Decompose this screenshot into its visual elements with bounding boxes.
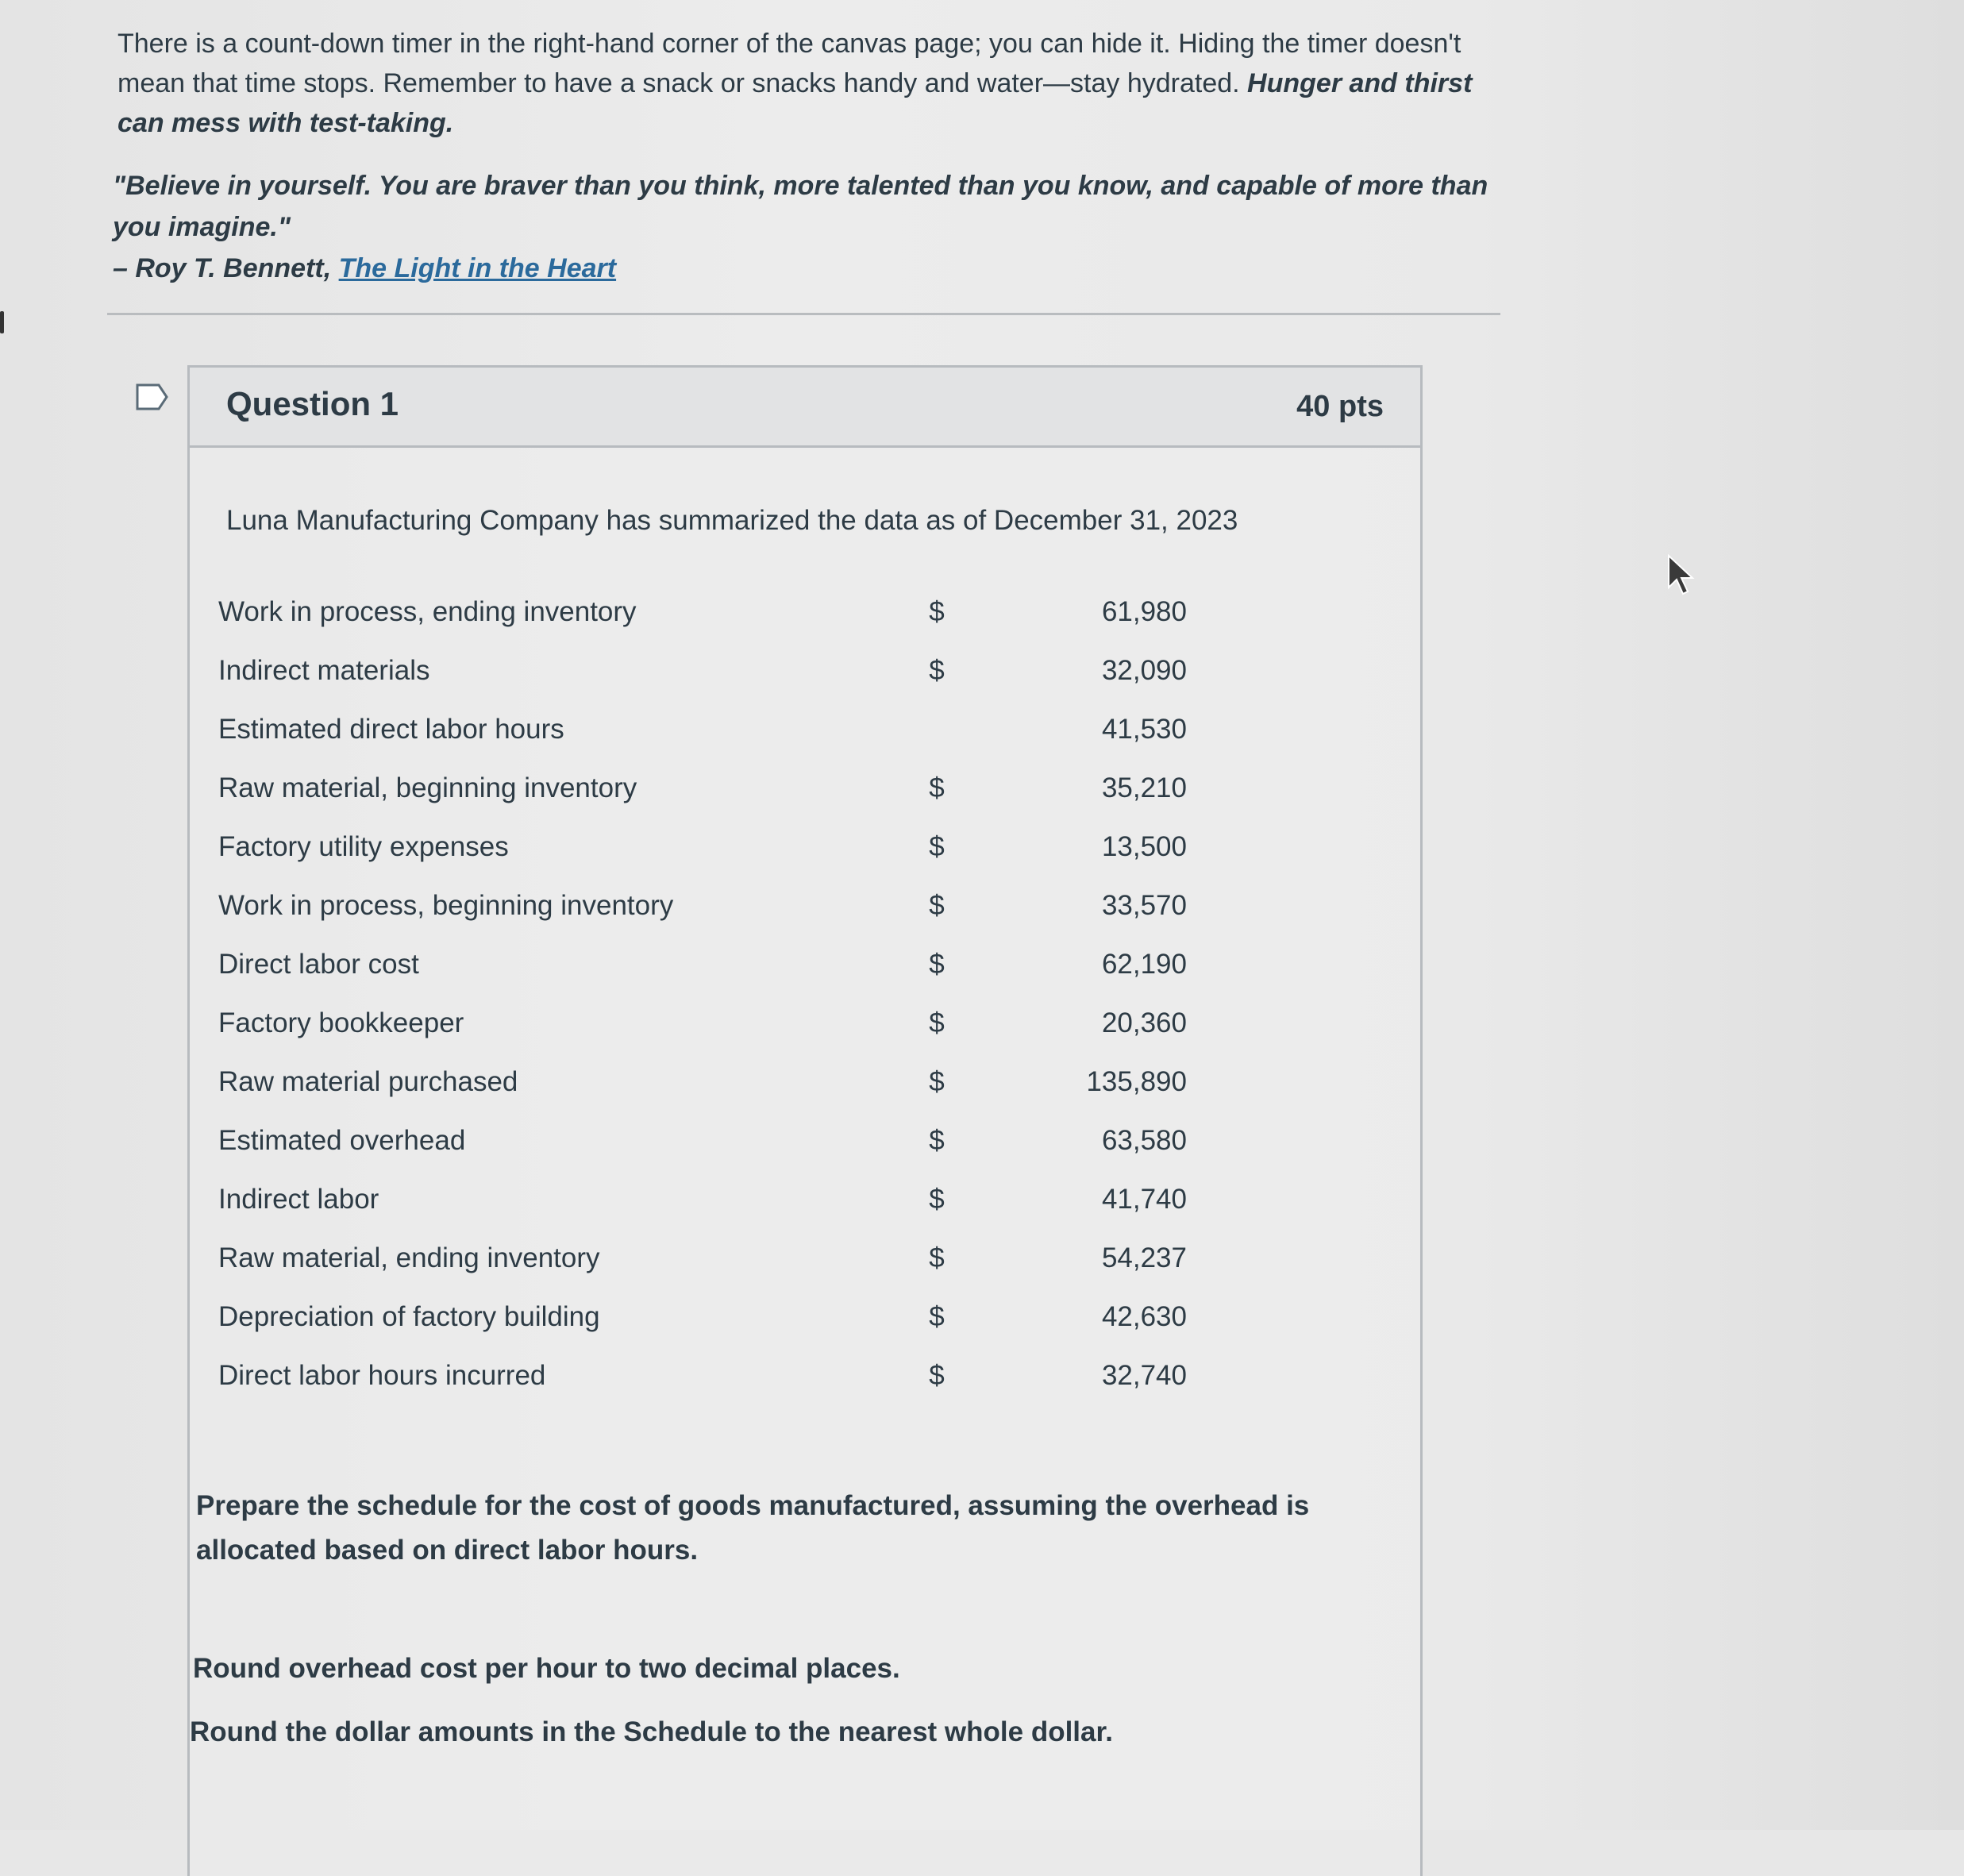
row-currency: $: [929, 1125, 945, 1156]
row-value: 135,890: [1086, 1066, 1187, 1097]
question-instruction: [196, 1484, 1347, 1573]
question-header: [190, 368, 1420, 448]
row-currency: $: [929, 655, 945, 686]
table-row: [218, 1174, 1187, 1233]
table-row: [218, 939, 1187, 998]
instructions-paragraph: [117, 24, 1507, 143]
data-table: [218, 587, 1187, 1409]
row-label: Work in process, beginning inventory: [218, 890, 674, 921]
instructions-emphasis: Hunger and thirst can mess with test-taking.: [117, 68, 1473, 138]
row-value: 13,500: [1101, 831, 1187, 862]
question-intro: Luna Manufacturing Company has summarized the data as of December 31, 2023: [226, 505, 1238, 536]
table-row: [218, 645, 1187, 704]
row-value: 63,580: [1101, 1125, 1187, 1156]
row-value: 61,980: [1101, 596, 1187, 627]
row-currency: $: [929, 1301, 945, 1332]
table-row: [218, 587, 1187, 645]
table-row: [218, 880, 1187, 939]
row-label: Raw material, beginning inventory: [218, 772, 637, 803]
instruction-text: Prepare the schedule for the cost of goods manufactured, assuming the overhead is allocated based on direct labor hours.: [196, 1490, 1310, 1566]
table-row: [218, 1350, 1187, 1409]
row-value: 42,630: [1101, 1301, 1187, 1332]
row-currency: $: [929, 1184, 945, 1215]
table-row: [218, 1057, 1187, 1115]
quote-text: "Believe in yourself. You are braver than you think, more talented than you know, and capable of more than you imagine.": [113, 171, 1488, 242]
table-row: [218, 704, 1187, 763]
row-currency: $: [929, 890, 945, 921]
section-divider: [107, 313, 1500, 315]
row-label: Factory utility expenses: [218, 831, 509, 862]
edge-marker: [0, 311, 4, 333]
book-link[interactable]: The Light in the Heart: [338, 253, 617, 283]
instructions-text: There is a count-down timer in the right-hand corner of the canvas page; you can hide it. Hiding the timer doesn't mean that time stops. Remember to have a snack or snacks handy and water—stay hydrated.: [117, 29, 1461, 98]
row-currency: $: [929, 596, 945, 627]
row-value: 41,530: [1101, 714, 1187, 745]
rounding-note-dollars: Round the dollar amounts in the Schedule to the nearest whole dollar.: [190, 1716, 1113, 1747]
row-label: Direct labor cost: [218, 949, 419, 980]
row-currency: $: [929, 949, 945, 980]
table-row: [218, 1292, 1187, 1350]
mouse-cursor-icon: [1666, 554, 1697, 599]
table-row: [218, 822, 1187, 880]
question-card: [187, 365, 1423, 1876]
question-points: 40 pts: [1296, 390, 1384, 423]
table-row: [218, 1233, 1187, 1292]
row-currency: $: [929, 1066, 945, 1097]
row-label: Work in process, ending inventory: [218, 596, 637, 627]
row-label: Indirect materials: [218, 655, 430, 686]
row-currency: $: [929, 772, 945, 803]
table-row: [218, 763, 1187, 822]
table-row: [218, 998, 1187, 1057]
row-currency: $: [929, 1360, 945, 1391]
row-value: 54,237: [1101, 1242, 1187, 1273]
row-label: Estimated direct labor hours: [218, 714, 564, 745]
row-currency: $: [929, 1007, 945, 1038]
row-value: 32,090: [1101, 655, 1187, 686]
row-value: 41,740: [1101, 1184, 1187, 1215]
row-label: Raw material, ending inventory: [218, 1242, 600, 1273]
row-value: 62,190: [1101, 949, 1187, 980]
quote-attribution: [113, 248, 1510, 289]
row-label: Raw material purchased: [218, 1066, 518, 1097]
row-currency: $: [929, 1242, 945, 1273]
row-value: 32,740: [1101, 1360, 1187, 1391]
row-value: 33,570: [1101, 890, 1187, 921]
row-label: Depreciation of factory building: [218, 1301, 600, 1332]
flag-question-icon[interactable]: [135, 383, 170, 411]
motivational-quote: [113, 165, 1510, 289]
row-label: Direct labor hours incurred: [218, 1360, 546, 1391]
row-label: Factory bookkeeper: [218, 1007, 464, 1038]
rounding-note-overhead: Round overhead cost per hour to two decimal places.: [193, 1653, 900, 1684]
row-label: Indirect labor: [218, 1184, 379, 1215]
row-label: Estimated overhead: [218, 1125, 466, 1156]
quote-author: – Roy T. Bennett,: [113, 253, 339, 283]
row-currency: $: [929, 831, 945, 862]
table-row: [218, 1115, 1187, 1174]
row-value: 20,360: [1101, 1007, 1187, 1038]
question-title: Question 1: [226, 385, 399, 422]
quiz-instructions: [117, 24, 1507, 143]
row-value: 35,210: [1101, 772, 1187, 803]
